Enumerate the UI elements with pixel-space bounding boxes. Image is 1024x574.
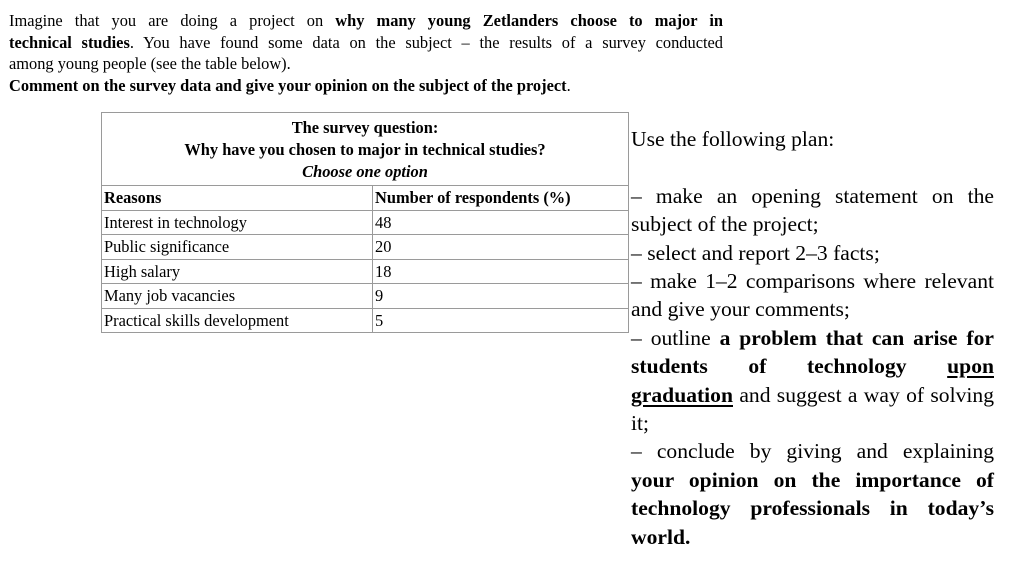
- table-header-row: [102, 185, 628, 210]
- project-topic: why many young Zetlanders choose to major in: [335, 11, 723, 30]
- intro-line-2: technical studies. You have found some data on the subject – the results of a survey conducted: [9, 32, 723, 52]
- task-instruction: Comment on the survey data and give your opinion on the subject of the project.: [9, 76, 571, 95]
- table-row: [102, 234, 628, 259]
- respondents-cell: 18: [375, 261, 392, 281]
- survey-question-label: The survey question:: [291, 118, 439, 137]
- table-row: [102, 308, 628, 333]
- reason-cell: Many job vacancies: [102, 284, 373, 308]
- plan-item-conclusion: – conclude by giving and explaining your opinion on the importance of technology professionals in today’s world.: [631, 439, 994, 549]
- respondents-cell: 20: [375, 237, 392, 256]
- table-row: [102, 210, 628, 235]
- task-intro: [9, 10, 723, 75]
- underlined-phrase: upon graduation: [631, 354, 994, 407]
- table-row: [102, 283, 628, 308]
- table-row: [102, 259, 628, 284]
- survey-question-header: [102, 113, 628, 185]
- plan-item-facts: – select and report 2–3 facts;: [631, 240, 880, 265]
- plan-title: Use the following plan:: [631, 127, 835, 151]
- intro-line-3: among young people (see the table below).: [9, 54, 291, 73]
- column-header-respondents: Number of respondents (%): [375, 188, 571, 207]
- project-topic-end: technical studies: [9, 32, 130, 52]
- plan-item-problem: – outline a problem that can arise for students of technology upon graduation and suggest a way of solving it;: [631, 325, 994, 436]
- reason-cell: High salary: [102, 260, 373, 284]
- plan-item-comparisons: – make 1–2 comparisons where relevant and give your comments;: [631, 269, 994, 322]
- survey-table: [101, 112, 629, 333]
- respondents-cell: 5: [375, 310, 384, 330]
- answer-plan: [631, 125, 994, 551]
- reason-cell: Public significance: [102, 235, 373, 259]
- survey-question-hint: Choose one option: [302, 162, 428, 181]
- reason-cell: Practical skills development: [102, 309, 373, 333]
- column-header-reasons: Reasons: [102, 186, 373, 210]
- respondents-cell: 48: [375, 212, 392, 232]
- survey-question-text: Why have you chosen to major in technical studies?: [184, 140, 546, 159]
- intro-line-1: Imagine that you are doing a project on why many young Zetlanders choose to major in: [9, 11, 723, 30]
- reason-cell: Interest in technology: [102, 211, 373, 235]
- respondents-cell: 9: [375, 286, 384, 305]
- plan-item-opening: – make an opening statement on the subject of the project;: [631, 183, 994, 237]
